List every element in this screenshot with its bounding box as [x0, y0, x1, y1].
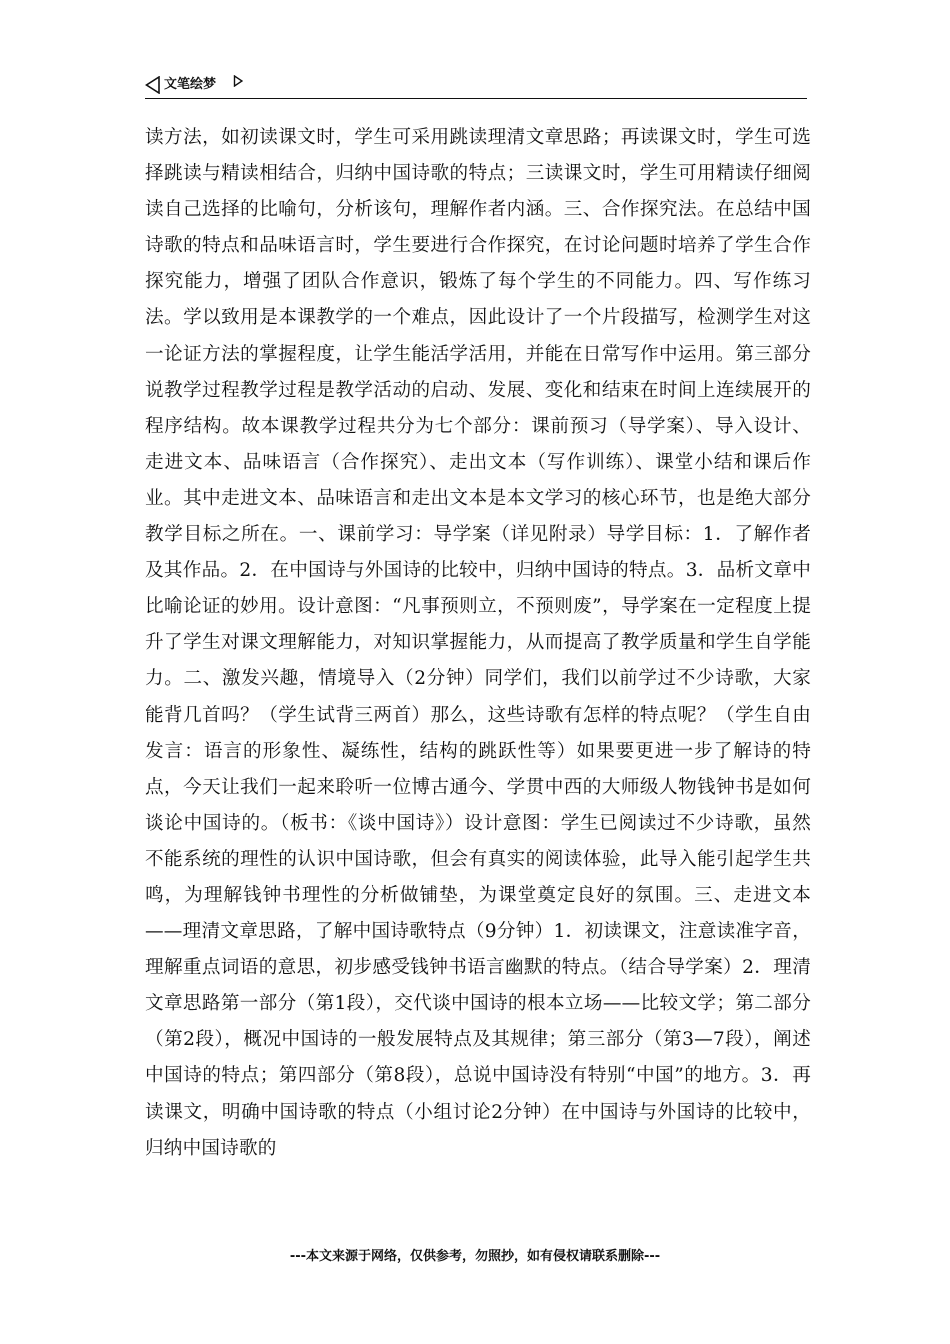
- page-header: [145, 74, 807, 99]
- page-footer-disclaimer: ---本文来源于网络，仅供参考，勿照抄，如有侵权请联系删除---: [289, 1249, 661, 1264]
- header-title: 文笔绘梦: [164, 77, 217, 92]
- document-body-text: 读方法，如初读课文时，学生可采用跳读理清文章思路；再读课文时，学生可选择跳读与精读相结合，归纳中国诗歌的特点；三读课文时，学生可用精读仔细阅读自己选择的比喻句，分析该句，理解作者内涵。三、合作探究法。在总结中国诗歌的特点和品味语言时，学生要进行合作探究，在讨论问题时培养了学生合作探究能力，增强了团队合作意识，锻炼了每个学生的不同能力。四、写作练习法。学以致用是本课教学的一个难点，因此设计了一个片段描写，检测学生对这一论证方法的掌握程度，让学生能活学活用，并能在日常写作中运用。第三部分说教学过程教学过程是教学活动的启动、发展、变化和结束在时间上连续展开的程序结构。故本课教学过程共分为七个部分：课前预习（导学案）、导入设计、走进文本、品味语言（合作探究）、走出文本（写作训练）、课堂小结和课后作业。其中走进文本、品味语言和走出文本是本文学习的核心环节，也是绝大部分教学目标之所在。一、课前学习：导学案（详见附录）导学目标：1．了解作者及其作品。2．在中国诗与外国诗的比较中，归纳中国诗的特点。3．品析文章中比喻论证的妙用。设计意图：“凡事预则立，不预则废”，导学案在一定程度上提升了学生对课文理解能力，对知识掌握能力，从而提高了教学质量和学生自学能力。二、激发兴趣，情境导入（2分钟）同学们，我们以前学过不少诗歌，大家能背几首吗？（学生试背三两首）那么，这些诗歌有怎样的特点呢？（学生自由发言：语言的形象性、凝练性，结构的跳跃性等）如果要更进一步了解诗的特点，今天让我们一起来聆听一位博古通今、学贯中西的大师级人物钱钟书是如何谈论中国诗的。（板书：《谈中国诗》）设计意图：学生已阅读过不少诗歌，虽然不能系统的理性的认识中国诗歌，但会有真实的阅读体验，此导入能引起学生共鸣，为理解钱钟书理性的分析做铺垫，为课堂奠定良好的氛围。三、走进文本——理清文章思路，了解中国诗歌特点（9分钟）1．初读课文，注意读准字音，理解重点词语的意思，初步感受钱钟书语言幽默的特点。（结合导学案）2．理清文章思路第一部分（第1段），交代谈中国诗的根本立场——比较文学；第二部分（第2段），概况中国诗的一般发展特点及其规律；第三部分（第3—7段），阐述中国诗的特点；第四部分（第8段），总说中国诗没有特别“中国”的地方。3．再读课文，明确中国诗歌的特点（小组讨论2分钟）在中国诗与外国诗的比较中，归纳中国诗歌的: [145, 127, 811, 1159]
- triangle-right-outline-icon: [233, 75, 243, 87]
- triangle-left-outline-icon: [145, 76, 161, 94]
